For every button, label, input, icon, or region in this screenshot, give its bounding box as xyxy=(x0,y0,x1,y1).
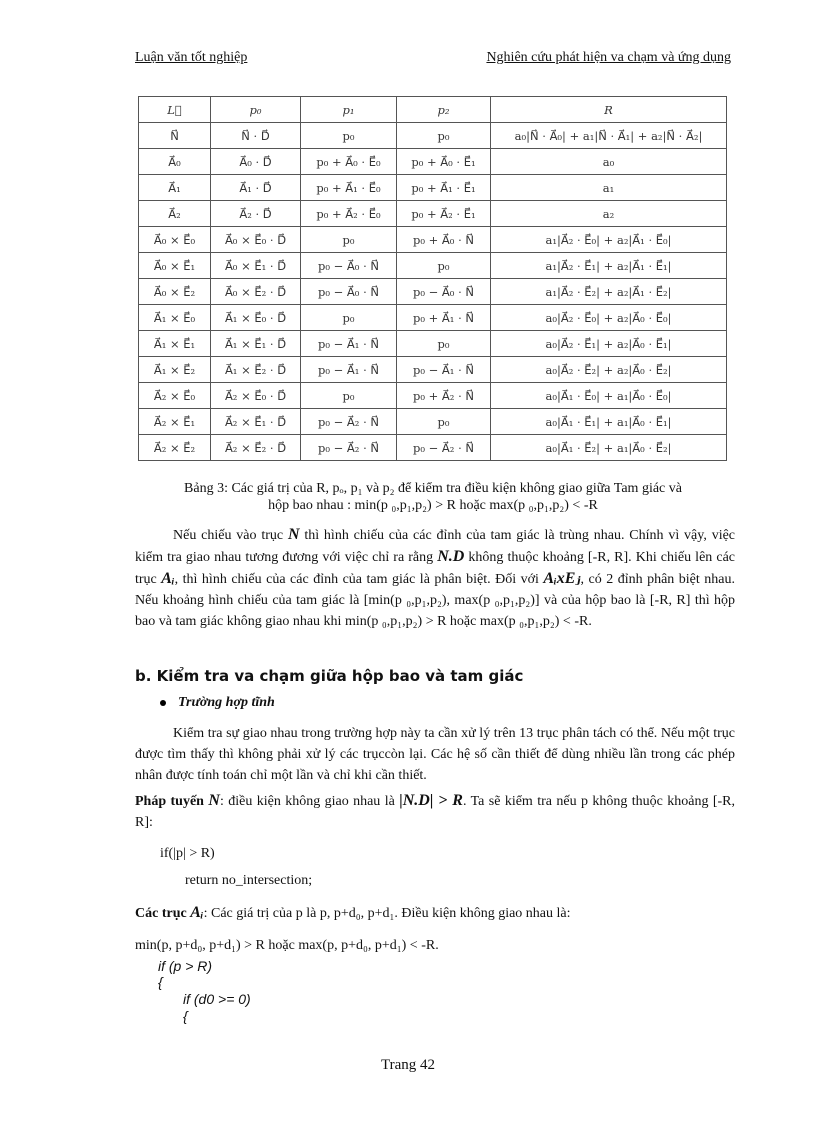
section-heading: b. Kiểm tra va chạm giữa hộp bao và tam giác xyxy=(135,667,524,685)
table-cell: A⃗₂ × E⃗₀ xyxy=(139,383,211,409)
separating-axis-table xyxy=(138,96,727,461)
table-row xyxy=(139,435,727,461)
table-cell: a₀|A⃗₁ · E⃗₀| + a₁|A⃗₀ · E⃗₀| xyxy=(491,383,727,409)
table-cell: a₀|N⃗ · A⃗₀| + a₁|N⃗ · A⃗₁| + a₂|N⃗ · A⃗₂| xyxy=(491,123,727,149)
paragraph-static-case: Kiểm tra sự giao nhau trong trường hợp này ta cần xử lý trên 13 trục phân tách có thể. Nếu một trục được tìm thấy thì không phải xử lý các trụccòn lại. Các hệ số cần thiết để dùng nhiều lần trong các phép nhân được tính toán chỉ một lần và chỉ khi cần thiết. xyxy=(135,726,735,783)
table-cell: p₀ xyxy=(397,123,491,149)
text: thì hình chiếu của các đỉnh của tam giác là trùng nhau. Chính vì vậy, việc kiểm tra giao nhau tương đương với việc chỉ ra rằng xyxy=(135,528,736,565)
code-line: { xyxy=(158,974,163,990)
page-header xyxy=(135,50,731,68)
table-cell: A⃗₁ × E⃗₀ xyxy=(139,305,211,331)
paragraph-projection xyxy=(135,524,735,632)
table-cell: p₀ − A⃗₂ · N⃗ xyxy=(301,435,397,461)
table-row xyxy=(139,279,727,305)
code-line: if (d0 >= 0) xyxy=(183,991,251,1007)
table-cell: p₀ + A⃗₁ · N⃗ xyxy=(397,305,491,331)
paragraph-condition: min(p, p+d₀, p+d₁) > R hoặc max(p, p+d₀, p+d₁) < -R. xyxy=(135,938,439,953)
table-row xyxy=(139,175,727,201)
vector-n-symbol: N xyxy=(287,526,300,543)
table-cell: A⃗₀ × E⃗₀ xyxy=(139,227,211,253)
header-left: Luận văn tốt nghiệp xyxy=(135,50,248,65)
label-normal: Pháp tuyến xyxy=(135,794,204,809)
vector-axe-symbol: AᵢxEⱼ xyxy=(543,570,581,587)
table-cell: p₀ xyxy=(301,123,397,149)
table-cell: A⃗₁ × E⃗₀ · D⃗ xyxy=(211,305,301,331)
table-cell: a₀|A⃗₂ · E⃗₀| + a₂|A⃗₀ · E⃗₀| xyxy=(491,305,727,331)
table-cell: p₀ + A⃗₀ · N⃗ xyxy=(397,227,491,253)
table-cell: p₀ + A⃗₀ · E⃗₁ xyxy=(397,149,491,175)
table-cell: A⃗₂ xyxy=(139,201,211,227)
text: . Ta sẽ kiểm tra nếu p không thuộc khoảng [-R, R]: xyxy=(135,794,736,830)
paragraph-normal-axis xyxy=(135,790,735,833)
table-cell: A⃗₀ × E⃗₁ · D⃗ xyxy=(211,253,301,279)
vector-n-symbol: N xyxy=(208,792,220,809)
caption-line: Bảng 3: Các giá trị của R, pₒ, p₁ và p₂ để kiểm tra điều kiện không giao giữa Tam giác và xyxy=(184,481,682,496)
table-cell: A⃗₂ × E⃗₁ xyxy=(139,409,211,435)
table-cell: N⃗ · D⃗ xyxy=(211,123,301,149)
table-header-cell: p₁ xyxy=(301,97,397,123)
table-cell: p₀ − A⃗₂ · N⃗ xyxy=(301,409,397,435)
table-cell: a₁ xyxy=(491,175,727,201)
table-cell: p₀ + A⃗₀ · E⃗₀ xyxy=(301,149,397,175)
bullet-item xyxy=(160,695,275,711)
table-cell: a₀|A⃗₂ · E⃗₂| + a₂|A⃗₀ · E⃗₂| xyxy=(491,357,727,383)
table-cell: a₁|A⃗₂ · E⃗₂| + a₂|A⃗₁ · E⃗₂| xyxy=(491,279,727,305)
table-cell: N⃗ xyxy=(139,123,211,149)
table-cell: p₀ − A⃗₀ · N⃗ xyxy=(301,279,397,305)
table-row xyxy=(139,331,727,357)
table-cell: a₂ xyxy=(491,201,727,227)
table-cell: A⃗₂ × E⃗₀ · D⃗ xyxy=(211,383,301,409)
table-cell: A⃗₀ × E⃗₁ xyxy=(139,253,211,279)
table-cell: p₀ + A⃗₂ · E⃗₁ xyxy=(397,201,491,227)
text: , có 2 đỉnh phân biệt nhau. Nếu khoảng hình chiếu của tam giác là [min(p ₀,p₁,p₂), max(p ₀,p₁,p₂)] và của hộp bao là [-R, R] thì hộp bao và tam giác không giao nhau khi min(p ₀,p₁,p₂) > R hoặc max(p ₀,p₁,p₂) < -R. xyxy=(135,572,735,629)
table-row xyxy=(139,201,727,227)
table-cell: p₀ xyxy=(301,305,397,331)
table-cell: A⃗₂ × E⃗₂ xyxy=(139,435,211,461)
table-cell: A⃗₂ × E⃗₂ · D⃗ xyxy=(211,435,301,461)
text: : Các giá trị của p là p, p+d₀, p+d₁. Điều kiện không giao nhau là: xyxy=(203,906,571,921)
table-cell: A⃗₁ × E⃗₁ · D⃗ xyxy=(211,331,301,357)
table-cell: A⃗₀ × E⃗₀ · D⃗ xyxy=(211,227,301,253)
table-cell: p₀ xyxy=(397,331,491,357)
text: không thuộc khoảng [-R, R]. Khi chiếu lên các trục xyxy=(135,550,736,587)
table-row xyxy=(139,227,727,253)
bullet-icon xyxy=(160,700,166,706)
table-cell: p₀ xyxy=(397,253,491,279)
table-cell: A⃗₁ · D⃗ xyxy=(211,175,301,201)
text: : điều kiện không giao nhau là xyxy=(219,794,395,809)
table-caption xyxy=(135,480,731,514)
table-cell: a₁|A⃗₂ · E⃗₀| + a₂|A⃗₁ · E⃗₀| xyxy=(491,227,727,253)
table-cell: p₀ − A⃗₀ · N⃗ xyxy=(397,279,491,305)
table-cell: p₀ xyxy=(301,383,397,409)
table-row xyxy=(139,409,727,435)
table-header-cell: p₀ xyxy=(211,97,301,123)
table-cell: p₀ + A⃗₁ · E⃗₀ xyxy=(301,175,397,201)
table-cell: a₀|A⃗₁ · E⃗₂| + a₁|A⃗₀ · E⃗₂| xyxy=(491,435,727,461)
table-header-cell: p₂ xyxy=(397,97,491,123)
table-cell: A⃗₁ × E⃗₂ · D⃗ xyxy=(211,357,301,383)
table-cell: p₀ xyxy=(397,409,491,435)
code-line: if (p > R) xyxy=(158,958,213,974)
code-line: { xyxy=(183,1008,188,1024)
table-row xyxy=(139,357,727,383)
table-cell: A⃗₀ × E⃗₂ xyxy=(139,279,211,305)
table-cell: p₀ − A⃗₀ · N⃗ xyxy=(301,253,397,279)
table-cell: p₀ − A⃗₁ · N⃗ xyxy=(301,331,397,357)
table-row xyxy=(139,305,727,331)
table-header-row xyxy=(139,97,727,123)
table-cell: p₀ − A⃗₂ · N⃗ xyxy=(397,435,491,461)
vector-ai-symbol: Aᵢ xyxy=(190,904,204,921)
vector-nd-symbol: N.D xyxy=(437,548,465,565)
table-cell: p₀ xyxy=(301,227,397,253)
table-cell: p₀ + A⃗₁ · E⃗₁ xyxy=(397,175,491,201)
table-cell: p₀ + A⃗₂ · N⃗ xyxy=(397,383,491,409)
table-row xyxy=(139,383,727,409)
table-cell: A⃗₂ · D⃗ xyxy=(211,201,301,227)
page-number: Trang 42 xyxy=(380,1057,436,1073)
text: , thì hình chiếu của các đỉnh của tam giác là phân biệt. Đối với xyxy=(174,572,539,587)
vector-ai-symbol: Aᵢ xyxy=(161,570,175,587)
table-cell: a₀ xyxy=(491,149,727,175)
table-cell: A⃗₀ × E⃗₂ · D⃗ xyxy=(211,279,301,305)
paragraph-ai-axes xyxy=(135,902,735,924)
table-cell: p₀ − A⃗₁ · N⃗ xyxy=(301,357,397,383)
table-row xyxy=(139,149,727,175)
bullet-label: Trường hợp tĩnh xyxy=(178,695,275,710)
table-header-cell: L⃗ xyxy=(139,97,211,123)
table-cell: a₀|A⃗₂ · E⃗₁| + a₂|A⃗₀ · E⃗₁| xyxy=(491,331,727,357)
table-cell: a₁|A⃗₂ · E⃗₁| + a₂|A⃗₁ · E⃗₁| xyxy=(491,253,727,279)
table-row xyxy=(139,123,727,149)
table-row xyxy=(139,253,727,279)
table-cell: a₀|A⃗₁ · E⃗₁| + a₁|A⃗₀ · E⃗₁| xyxy=(491,409,727,435)
text: Nếu chiếu vào trục xyxy=(173,528,284,543)
table-cell: A⃗₁ × E⃗₂ xyxy=(139,357,211,383)
expression-nd-gt-r: |N.D| > R xyxy=(399,792,463,809)
code-line: return no_intersection; xyxy=(185,873,313,888)
table-cell: p₀ − A⃗₁ · N⃗ xyxy=(397,357,491,383)
table-cell: A⃗₁ × E⃗₁ xyxy=(139,331,211,357)
caption-line: hộp bao nhau : min(p ₀,p₁,p₂) > R hoặc max(p ₀,p₁,p₂) < -R xyxy=(268,498,598,513)
table-cell: A⃗₀ xyxy=(139,149,211,175)
code-line: if(|p| > R) xyxy=(160,846,215,861)
table-cell: A⃗₁ xyxy=(139,175,211,201)
table-cell: A⃗₀ · D⃗ xyxy=(211,149,301,175)
table-cell: p₀ + A⃗₂ · E⃗₀ xyxy=(301,201,397,227)
header-right: Nghiên cứu phát hiện va chạm và ứng dụng xyxy=(486,50,731,65)
table-cell: A⃗₂ × E⃗₁ · D⃗ xyxy=(211,409,301,435)
table-header-cell: R xyxy=(491,97,727,123)
label-axes: Các trục xyxy=(135,906,187,921)
